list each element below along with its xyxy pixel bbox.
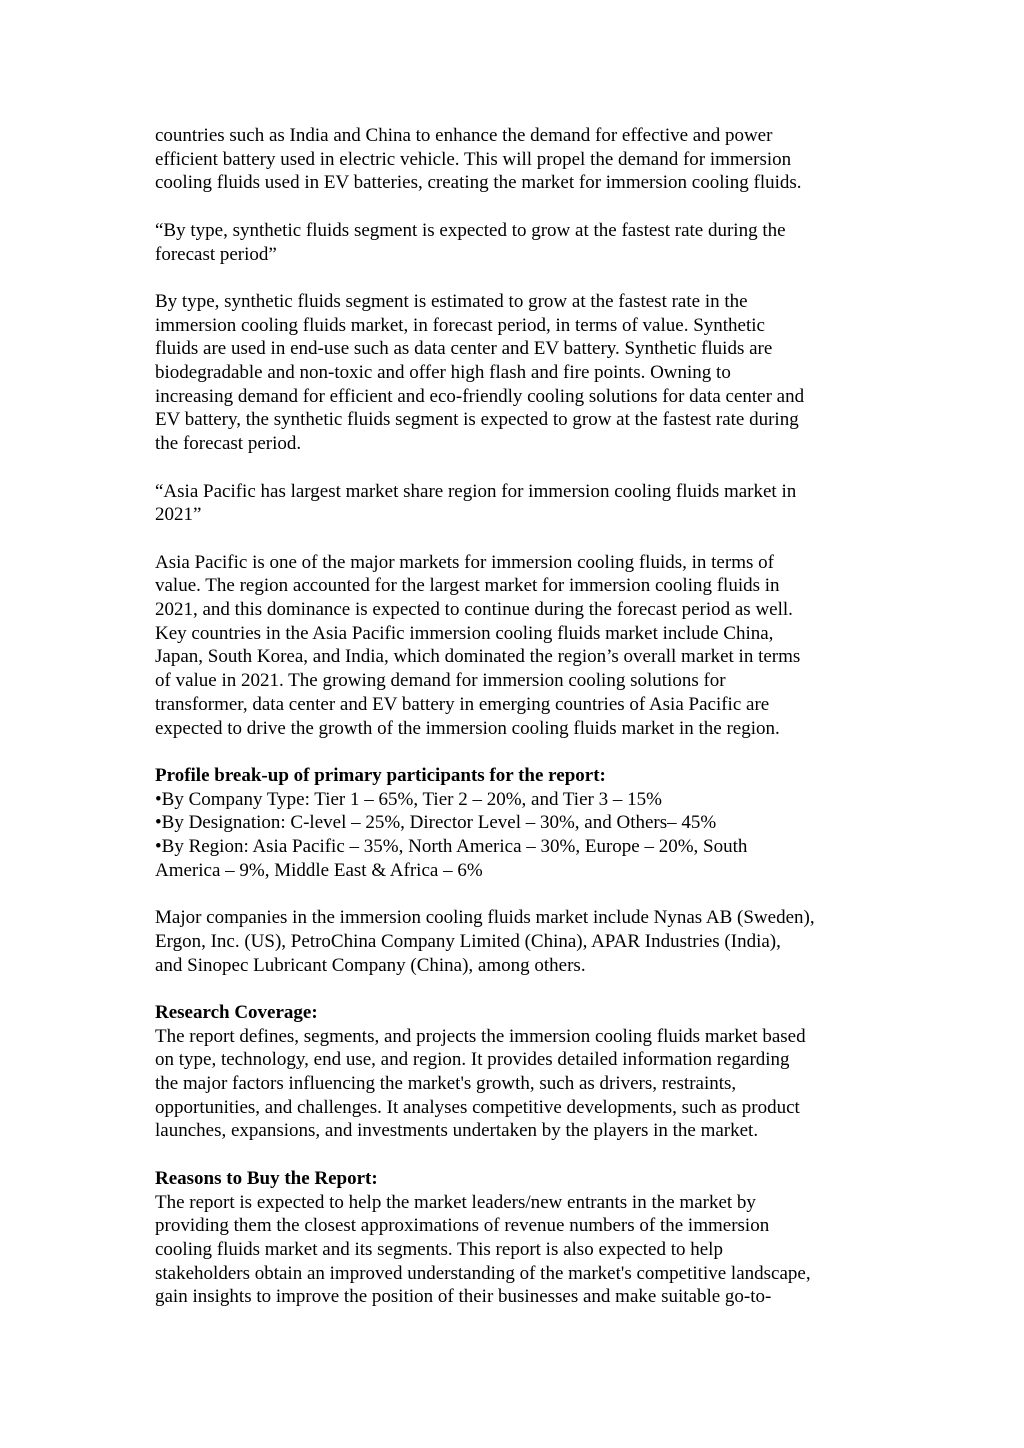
text-line: Japan, South Korea, and India, which dominated the region’s overall market in terms (155, 646, 801, 668)
text-line: Major companies in the immersion cooling fluids market include Nynas AB (Sweden), (155, 907, 815, 929)
text-line: value. The region accounted for the largest market for immersion cooling fluids in (155, 575, 780, 597)
text-line: immersion cooling fluids market, in forecast period, in terms of value. Synthetic (155, 314, 765, 336)
text-line: 2021, and this dominance is expected to continue during the forecast period as well. (155, 599, 793, 620)
paragraph-major-companies (155, 906, 875, 977)
text-line: Key countries in the Asia Pacific immersion cooling fluids market include China, (155, 622, 774, 644)
text-line: the major factors influencing the market's growth, such as drivers, restraints, (155, 1073, 737, 1095)
bullet-company-type: •By Company Type: Tier 1 – 65%, Tier 2 – 20%, and Tier 3 – 15% (155, 788, 662, 810)
text-line: “Asia Pacific has largest market share region for immersion cooling fluids market in (155, 480, 797, 502)
bullet-designation: •By Designation: C-level – 25%, Director Level – 30%, and Others– 45% (155, 812, 717, 834)
text-line: and Sinopec Lubricant Company (China), among others. (155, 954, 586, 976)
profile-breakup-section (155, 764, 875, 883)
text-line: The report is expected to help the market leaders/new entrants in the market by (155, 1191, 756, 1213)
bullet-region-continued: America – 9%, Middle East & Africa – 6% (155, 859, 483, 881)
text-line: launches, expansions, and investments undertaken by the players in the market. (155, 1120, 759, 1142)
text-line: increasing demand for efficient and eco-friendly cooling solutions for data center and (155, 385, 805, 407)
text-line: the forecast period. (155, 433, 302, 455)
quote-synthetic-fluids (155, 219, 875, 266)
research-coverage-section (155, 1001, 875, 1143)
text-line: The report defines, segments, and projects the immersion cooling fluids market based (155, 1025, 806, 1047)
text-line: cooling fluids used in EV batteries, creating the market for immersion cooling fluids. (155, 172, 802, 194)
text-line: efficient battery used in electric vehicle. This will propel the demand for immersion (155, 148, 792, 170)
text-line: Ergon, Inc. (US), PetroChina Company Limited (China), APAR Industries (India), (155, 930, 781, 952)
text-line: fluids are used in end-use such as data center and EV battery. Synthetic fluids are (155, 338, 773, 360)
text-line: cooling fluids market and its segments. This report is also expected to help (155, 1238, 723, 1260)
text-line: forecast period” (155, 243, 277, 265)
text-line: expected to drive the growth of the immersion cooling fluids market in the region. (155, 717, 780, 739)
text-line: Asia Pacific is one of the major markets for immersion cooling fluids, in terms of (155, 551, 774, 573)
paragraph-intro (155, 124, 875, 195)
paragraph-asia-pacific (155, 551, 875, 741)
text-line: EV battery, the synthetic fluids segment is expected to grow at the fastest rate during (155, 409, 799, 431)
section-heading-research-coverage: Research Coverage: (155, 1001, 318, 1023)
document-page (155, 124, 875, 1333)
text-line: gain insights to improve the position of their businesses and make suitable go-to- (155, 1286, 772, 1308)
text-line: biodegradable and non-toxic and offer high flash and fire points. Owning to (155, 362, 731, 383)
text-line: of value in 2021. The growing demand for immersion cooling solutions for (155, 670, 726, 692)
text-line: providing them the closest approximations of revenue numbers of the immersion (155, 1215, 770, 1237)
text-line: By type, synthetic fluids segment is estimated to grow at the fastest rate in the (155, 290, 748, 312)
paragraph-synthetic-fluids (155, 290, 875, 456)
text-line: opportunities, and challenges. It analyses competitive developments, such as product (155, 1096, 800, 1118)
reasons-to-buy-section (155, 1167, 875, 1309)
text-line: countries such as India and China to enhance the demand for effective and power (155, 125, 773, 146)
text-line: stakeholders obtain an improved understanding of the market's competitive landscape, (155, 1262, 811, 1284)
quote-asia-pacific (155, 480, 875, 527)
text-line: “By type, synthetic fluids segment is expected to grow at the fastest rate during the (155, 219, 786, 241)
section-heading-profile: Profile break-up of primary participants for the report: (155, 764, 606, 786)
text-line: 2021” (155, 504, 202, 526)
text-line: transformer, data center and EV battery in emerging countries of Asia Pacific are (155, 693, 770, 715)
text-line: on type, technology, end use, and region. It provides detailed information regarding (155, 1049, 790, 1071)
section-heading-reasons-to-buy: Reasons to Buy the Report: (155, 1167, 378, 1189)
bullet-region: •By Region: Asia Pacific – 35%, North America – 30%, Europe – 20%, South (155, 836, 748, 858)
